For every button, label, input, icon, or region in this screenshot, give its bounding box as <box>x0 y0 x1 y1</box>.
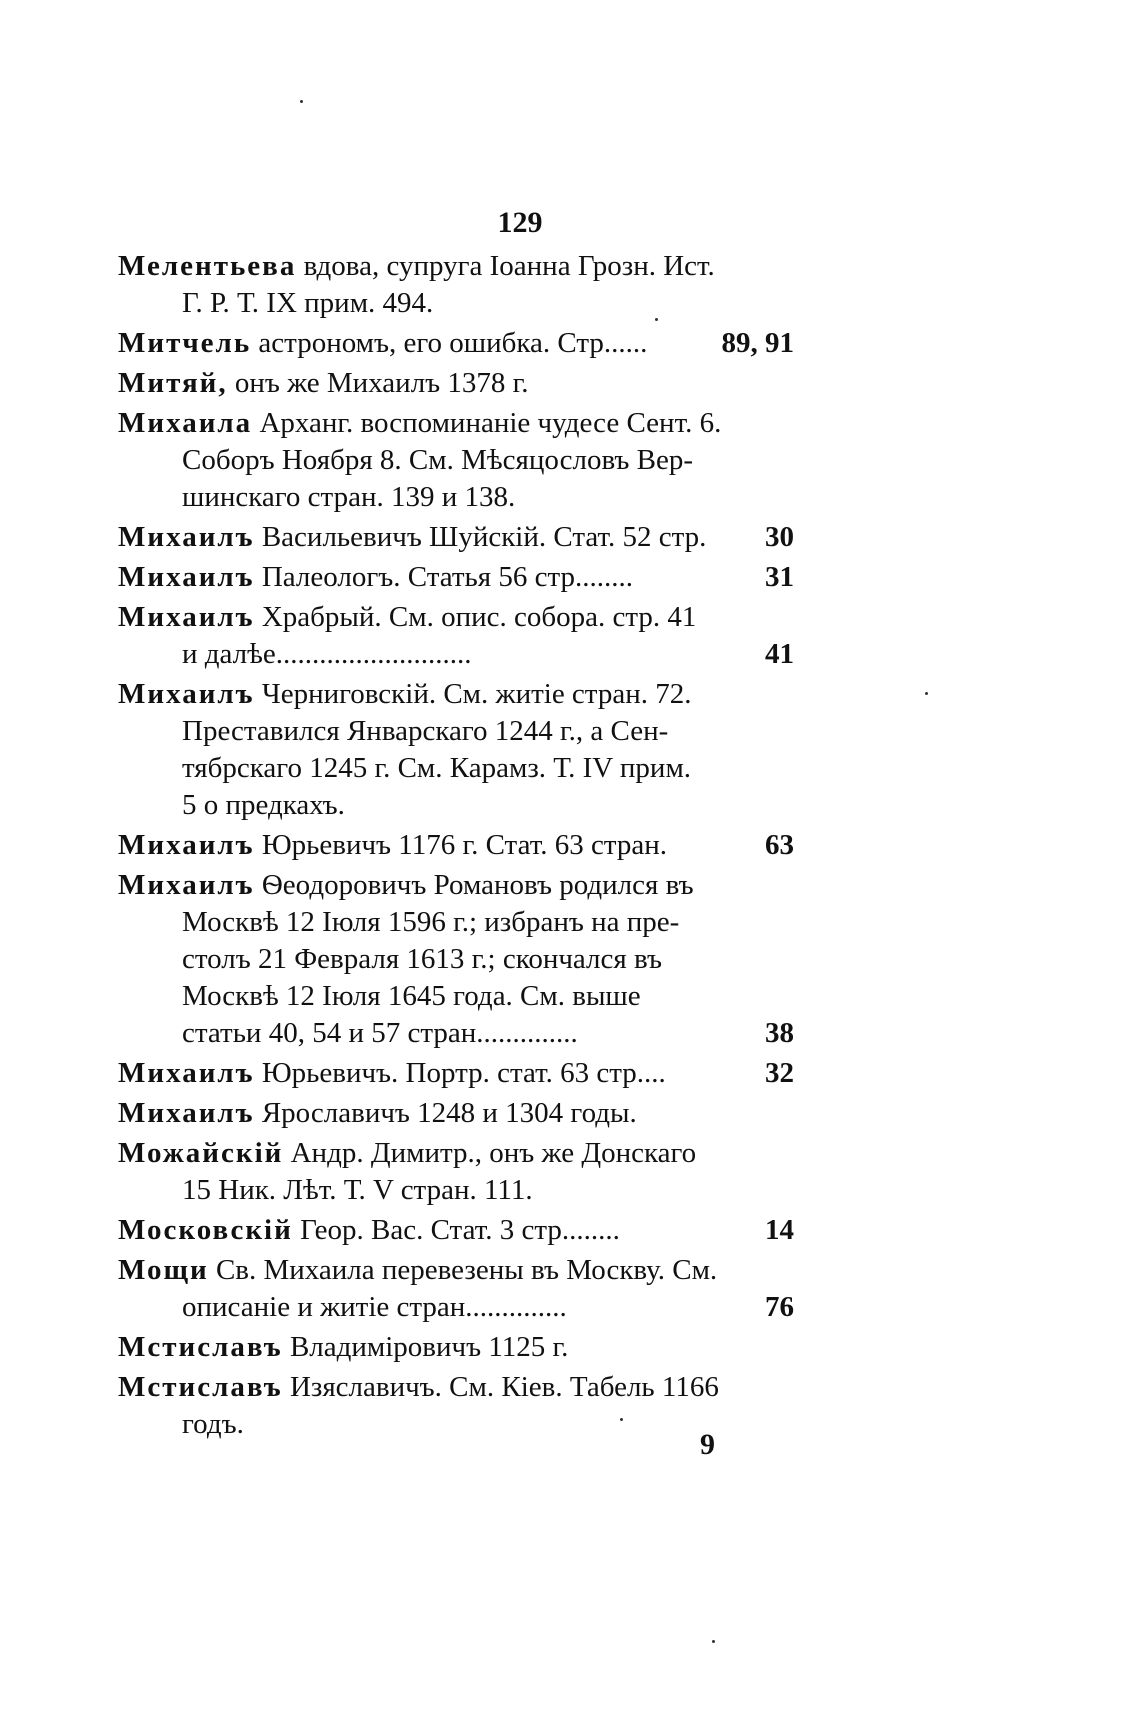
entry-text <box>118 325 710 362</box>
entry-text <box>118 827 710 864</box>
index-entry <box>118 827 794 864</box>
entry-headline: Михаилъ Юрьевичъ 1176 г. Стат. 63 стран. <box>118 829 667 861</box>
entry-text <box>118 559 710 596</box>
entry-continuation-line: столъ 21 Февраля 1613 г.; скончался въ <box>182 943 662 975</box>
entry-page-ref: 89, 91 <box>721 327 794 359</box>
entry-headline: Мелентьева вдова, супруга Іоанна Грозн. Ист. <box>118 250 715 282</box>
entry-headline: Михаила Арханг. воспоминаніе чудесе Сент. 6. <box>118 407 722 439</box>
entry-headline: Михаилъ Ѳеодоровичъ Романовъ родился въ <box>118 869 694 901</box>
entry-name: Михаилъ <box>118 1057 255 1089</box>
entry-continuation-line: Г. Р. Т. IX прим. 494. <box>182 287 434 319</box>
entry-continuation-line: Соборъ Ноября 8. См. Мѣсяцословъ Вер- <box>182 444 694 476</box>
entry-page-ref: 32 <box>765 1057 794 1089</box>
entry-name: Мстиславъ <box>118 1331 283 1363</box>
index-entry <box>118 1252 794 1326</box>
entry-continuation-line: 5 о предкахъ. <box>182 789 345 821</box>
entry-name: Митяй, <box>118 367 228 399</box>
entry-page-ref: 76 <box>765 1291 794 1323</box>
entry-continuation-line: Москвѣ 12 Іюля 1645 года. См. выше <box>182 980 641 1012</box>
entry-continuation-line: статьи 40, 54 и 57 стран.............. <box>182 1017 578 1049</box>
entry-text <box>118 1055 710 1092</box>
entry-name: Михаилъ <box>118 521 255 553</box>
entry-continuation-line: описаніе и житіе стран.............. <box>182 1291 567 1323</box>
index-entry <box>118 1095 794 1132</box>
index-entry <box>118 1135 794 1209</box>
entry-name: Михаилъ <box>118 1097 255 1129</box>
signature-mark: 9 <box>700 1428 715 1461</box>
index-entry <box>118 1369 794 1443</box>
entry-continuation-line: 15 Ник. Лѣт. Т. V стран. 111. <box>182 1174 533 1206</box>
index-entry <box>118 867 794 1052</box>
entry-name: Мстиславъ <box>118 1371 283 1403</box>
entry-continuation-line: тябрскаго 1245 г. См. Карамз. Т. IV прим. <box>182 752 692 784</box>
index-entry <box>118 248 794 322</box>
ink-speck <box>300 100 303 103</box>
entry-name: Михаилъ <box>118 829 255 861</box>
entry-name: Мощи <box>118 1254 209 1286</box>
index-entry <box>118 559 794 596</box>
entry-text <box>118 1135 710 1209</box>
entry-text <box>118 1369 719 1443</box>
entry-headline: Митяй, онъ же Михаилъ 1378 г. <box>118 367 529 399</box>
index-entry <box>118 1212 794 1249</box>
page-number: 129 <box>497 206 543 239</box>
entry-name: Михаилъ <box>118 561 255 593</box>
entry-page-ref: 41 <box>765 638 794 670</box>
index-entry <box>118 365 794 402</box>
entry-page-ref: 31 <box>765 561 794 593</box>
entry-text <box>118 1252 718 1326</box>
entry-headline: Михаилъ Ярославичъ 1248 и 1304 годы. <box>118 1097 637 1129</box>
index-entries <box>118 248 794 1446</box>
entry-headline: Можайскій Андр. Димитр., онъ же Донскаго <box>118 1137 697 1169</box>
entry-text <box>118 867 710 1052</box>
entry-continuation-line: шинскаго стран. 139 и 138. <box>182 481 516 513</box>
entry-name: Михаилъ <box>118 601 255 633</box>
entry-text <box>118 599 710 673</box>
entry-headline: Михаилъ Храбрый. См. опис. собора. стр. 41 <box>118 601 697 633</box>
entry-name: Михаила <box>118 407 253 439</box>
entry-continuation-line: Москвѣ 12 Іюля 1596 г.; избранъ на пре- <box>182 906 680 938</box>
index-entry <box>118 519 794 556</box>
entry-name: Мелентьева <box>118 250 297 282</box>
entry-headline: Михаилъ Васильевичъ Шуйскій. Стат. 52 стр. <box>118 521 707 553</box>
ink-speck <box>712 1640 715 1643</box>
entry-page-ref: 38 <box>765 1017 794 1049</box>
index-entry <box>118 405 794 516</box>
entry-continuation-line: и далѣе........................... <box>182 638 472 670</box>
entry-text <box>118 248 715 322</box>
index-entry <box>118 599 794 673</box>
entry-headline: Михаилъ Палеологъ. Статья 56 стр........ <box>118 561 633 593</box>
index-entry <box>118 1329 794 1366</box>
entry-headline: Михаилъ Юрьевичъ. Портр. стат. 63 стр.... <box>118 1057 666 1089</box>
entry-text <box>118 1095 710 1132</box>
entry-text <box>118 405 722 516</box>
entry-page-ref: 63 <box>765 829 794 861</box>
entry-name: Митчель <box>118 327 252 359</box>
entry-name: Московскій <box>118 1214 293 1246</box>
entry-text <box>118 676 710 824</box>
entry-text <box>118 365 710 402</box>
index-entry <box>118 325 794 362</box>
entry-text <box>118 519 710 556</box>
entry-page-ref: 30 <box>765 521 794 553</box>
entry-headline: Мстиславъ Владиміровичъ 1125 г. <box>118 1331 569 1363</box>
entry-page-ref: 14 <box>765 1214 794 1246</box>
entry-name: Михаилъ <box>118 869 255 901</box>
index-entry <box>118 1055 794 1092</box>
entry-headline: Мстиславъ Изяславичъ. См. Кіев. Табель 1166 <box>118 1371 719 1403</box>
ink-speck <box>620 1418 623 1421</box>
entry-name: Можайскій <box>118 1137 284 1169</box>
ink-speck <box>925 692 928 695</box>
entry-headline: Михаилъ Черниговскій. См. житіе стран. 72. <box>118 678 692 710</box>
entry-headline: Московскій Геор. Вас. Стат. 3 стр........ <box>118 1214 620 1246</box>
entry-headline: Мощи Св. Михаила перевезены въ Москву. См. <box>118 1254 718 1286</box>
entry-text <box>118 1329 710 1366</box>
entry-continuation-line: Преставился Январскаго 1244 г., а Сен- <box>182 715 669 747</box>
entry-name: Михаилъ <box>118 678 255 710</box>
entry-text <box>118 1212 710 1249</box>
index-entry <box>118 676 794 824</box>
ink-speck <box>655 318 658 321</box>
entry-headline: Митчель астрономъ, его ошибка. Стр...... <box>118 327 648 359</box>
entry-continuation-line: годъ. <box>182 1408 244 1440</box>
